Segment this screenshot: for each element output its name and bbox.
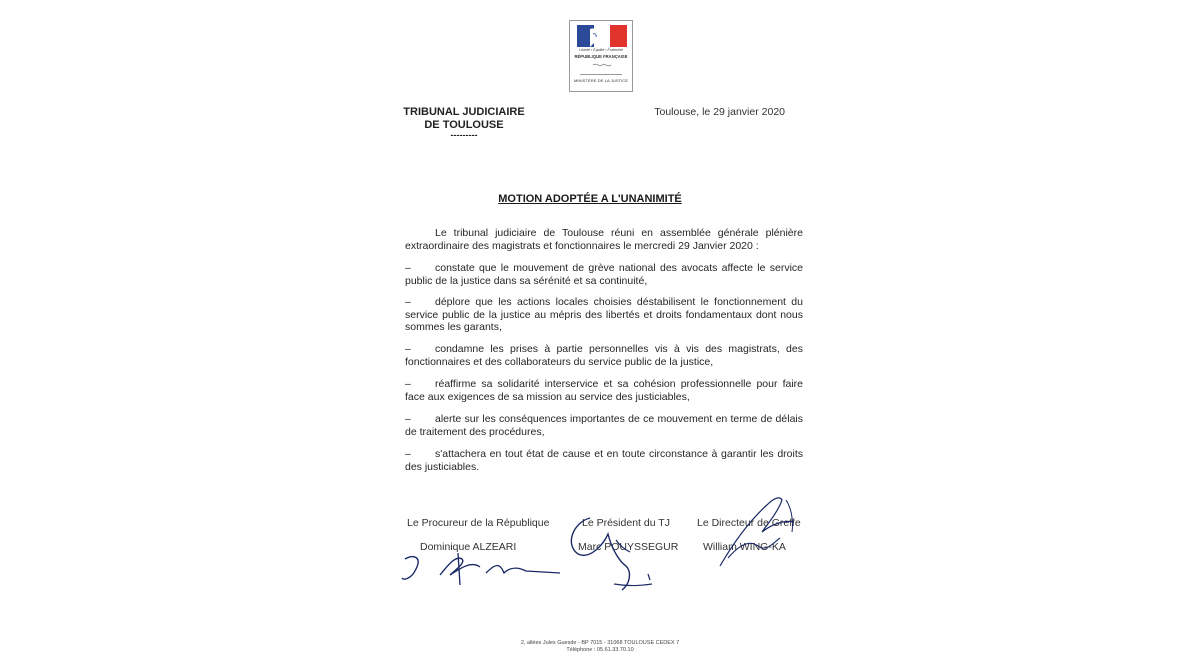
motion-item — [405, 448, 803, 473]
footer-phone: Téléphone : 05.61.33.70.10 — [566, 647, 634, 653]
issuer-rule: --------- — [450, 130, 478, 140]
issuer-block — [380, 106, 548, 139]
signature-procureur — [400, 545, 570, 590]
signatory-name-president: Marc POUYSSEGUR — [578, 541, 679, 553]
motion-item — [405, 296, 803, 334]
signatory-name-procureur: Dominique ALZEARI — [420, 541, 517, 553]
signatory-role-president: Le Président du TJ — [582, 517, 670, 529]
signature-president — [560, 510, 670, 600]
motion-item — [405, 343, 803, 368]
item-dash: – — [405, 262, 411, 274]
item-text: constate que le mouvement de grève national des avocats affecte le service public de la justice dans sa sérénité et sa continuité, — [405, 262, 803, 287]
document-date: Toulouse, le 29 janvier 2020 — [654, 106, 785, 118]
footer-address: 2, allées Jules Guesde - BP 7015 - 31068 TOULOUSE CEDEX 7 — [520, 640, 680, 646]
issuer-line-2: DE TOULOUSE — [424, 119, 504, 131]
marianne-flag-icon — [577, 25, 627, 47]
signatory-role-greffe: Le Directeur de Greffe — [697, 517, 801, 529]
motion-item — [405, 262, 803, 287]
item-text: alerte sur les conséquences importantes de ce mouvement en terme de délais de traitement des procédures, — [405, 413, 803, 438]
signatory-role-procureur: Le Procureur de la République — [407, 517, 550, 529]
motion-title: MOTION ADOPTÉE A L'UNANIMITÉ — [498, 193, 682, 205]
signature-greffe — [710, 492, 810, 576]
motion-item — [405, 413, 803, 438]
item-dash: – — [405, 448, 411, 460]
logo-ministere: MINISTÈRE DE LA JUSTICE — [573, 78, 629, 83]
item-dash: – — [405, 413, 411, 425]
logo-separator — [580, 74, 622, 75]
item-text: s'attachera en tout état de cause et en toute circonstance à garantir les droits des justiciables. — [405, 448, 803, 473]
item-text: condamne les prises à partie personnelles vis à vis des magistrats, des fonctionnaires et des collaborateurs du service public de la justice, — [405, 343, 803, 368]
item-text: réaffirme sa solidarité interservice et sa cohésion professionnelle pour faire face aux exigences de sa mission au service des justiciables, — [405, 378, 803, 403]
motion-item — [405, 378, 803, 403]
ministry-logo — [569, 20, 633, 92]
issuer-line-1: TRIBUNAL JUDICIAIRE — [403, 106, 525, 118]
item-dash: – — [405, 296, 411, 308]
signatory-name-greffe: William WING-KA — [703, 541, 786, 553]
logo-flourish-icon — [592, 62, 612, 68]
logo-republique: RÉPUBLIQUE FRANÇAISE — [574, 54, 628, 59]
item-text: déplore que les actions locales choisies déstabilisent le fonctionnement du service public de la justice au mépris des libertés et droits fondamentaux dont nous sommes les garants, — [405, 296, 803, 333]
item-dash: – — [405, 343, 411, 355]
item-dash: – — [405, 378, 411, 390]
intro-paragraph: Le tribunal judiciaire de Toulouse réuni en assemblée générale plénière extraordinaire des magistrats et fonctionnaires le mercredi 29 Janvier 2020 : — [405, 227, 803, 252]
logo-motto: Liberté • Égalité • Fraternité — [579, 48, 623, 52]
